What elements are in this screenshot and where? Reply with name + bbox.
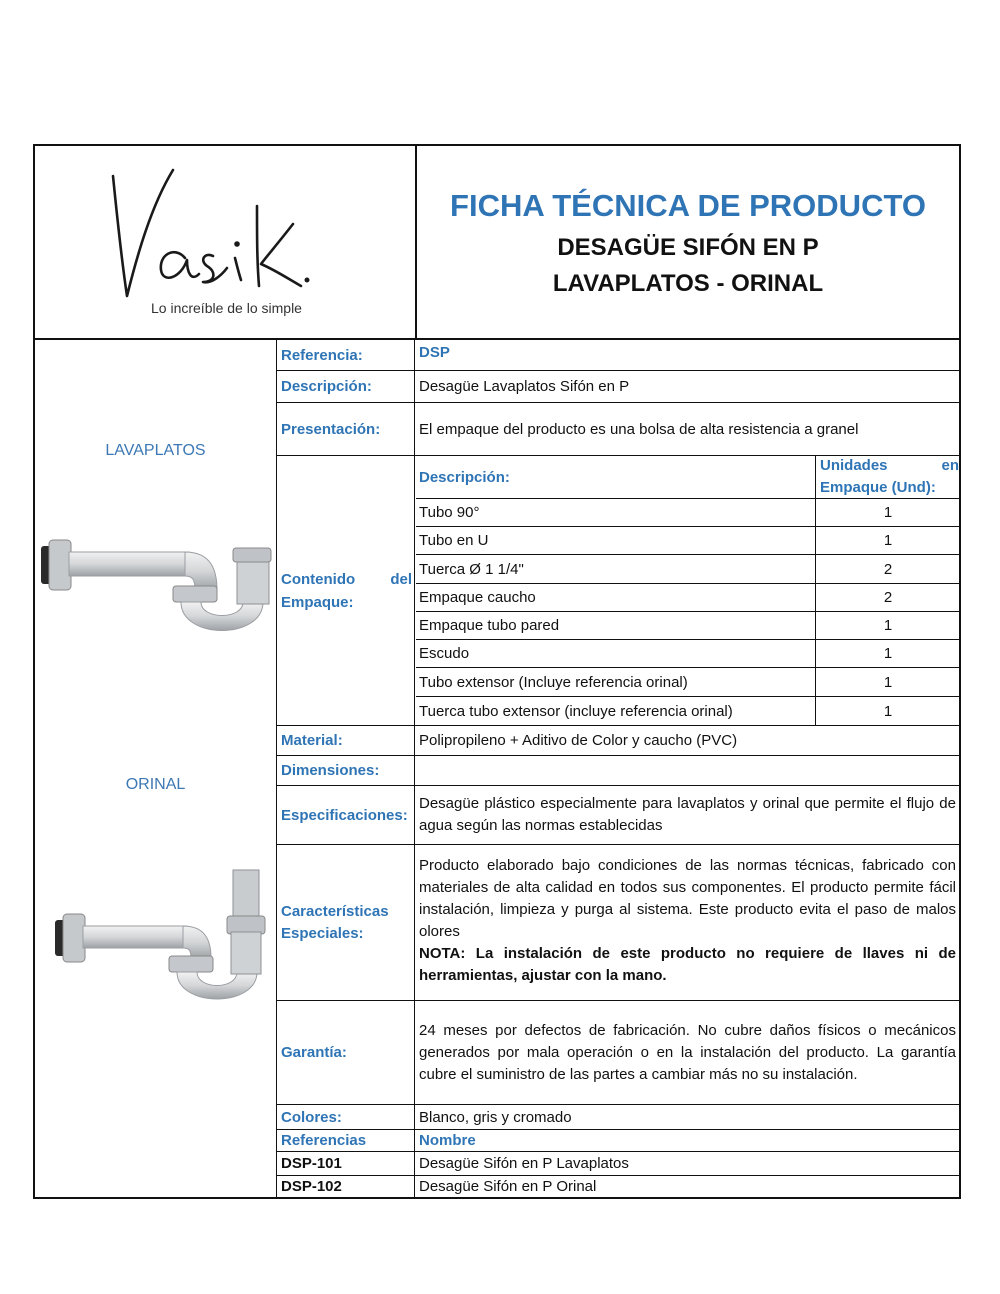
- dimensiones-label: Dimensiones:: [277, 756, 415, 785]
- contenido-table: [416, 456, 959, 725]
- row-caracteristicas: [277, 845, 959, 1001]
- contenido-item-qty: 1: [883, 702, 893, 720]
- contenido-label-word1: Contenido: [281, 571, 356, 588]
- contenido-header-qty: Unidades en Empaque (Und):: [820, 457, 959, 496]
- row-material: [277, 726, 959, 756]
- row-garantia: [277, 1001, 959, 1105]
- caracteristicas-label: Características Especiales:: [277, 845, 415, 1000]
- row-contenido: [277, 456, 959, 726]
- row-presentacion: [277, 403, 959, 456]
- contenido-item-qty: 1: [883, 617, 893, 634]
- especificaciones-label: Especificaciones:: [277, 786, 415, 844]
- reference-name: Desagüe Sifón en P Lavaplatos: [419, 1155, 629, 1172]
- image-label-orinal: ORINAL: [125, 776, 186, 793]
- contenido-item-qty: 1: [883, 673, 893, 691]
- especificaciones-value: Desagüe plástico especialmente para lavaplatos y orinal que permite el flujo de agua según las normas establecidas: [419, 795, 956, 834]
- contenido-item-qty: 1: [883, 532, 893, 549]
- contenido-label-word2: del: [390, 571, 412, 588]
- colores-label: Colores:: [277, 1105, 415, 1129]
- row-colores: [277, 1105, 959, 1130]
- image-label-lavaplatos: LAVAPLATOS: [105, 442, 206, 459]
- contenido-label: [277, 456, 415, 725]
- contenido-item-row: [416, 584, 959, 612]
- contenido-label-word3: Empaque:: [281, 594, 354, 611]
- garantia-label: Garantía:: [277, 1001, 415, 1104]
- logo-tagline: Lo increíble de lo simple: [151, 300, 302, 316]
- contenido-item-desc: Tuerca tubo extensor (incluye referencia orinal): [416, 697, 816, 725]
- dimensiones-value: [416, 756, 959, 785]
- contenido-item-qty: 2: [883, 560, 893, 578]
- sheet-header: [35, 146, 959, 340]
- presentacion-label: Presentación:: [277, 403, 415, 455]
- contenido-item-desc: Tubo extensor (Incluye referencia orinal): [416, 668, 816, 696]
- row-referencia: [277, 340, 959, 371]
- lavaplatos-siphon-image: [35, 530, 276, 650]
- contenido-item-desc: Tubo 90°: [416, 499, 816, 526]
- document-subtitle-1: DESAGÜE SIFÓN EN P: [557, 234, 819, 261]
- caracteristicas-value: Producto elaborado bajo condiciones de las normas técnicas, fabricado con materiales de alta calidad en todos sus componentes. El producto permite fácil instalación, limpieza y purga al sistema. Este producto evita el paso de malos olores: [419, 857, 956, 940]
- contenido-item-row: [416, 697, 959, 725]
- title-cell: [417, 146, 959, 338]
- orinal-siphon-image: [35, 866, 276, 1006]
- contenido-item-qty: 1: [883, 645, 893, 662]
- row-referencias-header: [277, 1130, 959, 1152]
- contenido-item-row: [416, 640, 959, 668]
- colores-value: Blanco, gris y cromado: [419, 1108, 572, 1126]
- especificaciones-value-cell: [416, 786, 959, 844]
- material-label: Material:: [277, 726, 415, 755]
- document-subtitle-2: LAVAPLATOS - ORINAL: [552, 270, 824, 297]
- contenido-item-row: [416, 668, 959, 697]
- contenido-item-row: [416, 499, 959, 527]
- contenido-item-row: [416, 612, 959, 640]
- descripcion-label: Descripción:: [277, 371, 415, 402]
- descripcion-value: Desagüe Lavaplatos Sifón en P: [419, 378, 630, 395]
- referencia-label: Referencia:: [277, 340, 415, 370]
- row-especificaciones: [277, 786, 959, 845]
- row-descripcion: [277, 371, 959, 403]
- contenido-table-header: [416, 456, 959, 499]
- product-images-column: [35, 340, 277, 1197]
- garantia-value-cell: [416, 1001, 959, 1104]
- referencia-value: DSP: [419, 344, 450, 361]
- contenido-item-desc: Empaque tubo pared: [416, 612, 816, 639]
- caracteristicas-value-cell: [416, 845, 959, 1000]
- presentacion-value: El empaque del producto es una bolsa de alta resistencia a granel: [419, 420, 859, 438]
- logo-cell: [35, 146, 417, 338]
- contenido-item-row: [416, 555, 959, 584]
- row-dimensiones: [277, 756, 959, 786]
- garantia-value: 24 meses por defectos de fabricación. No cubre daños físicos o mecánicos generados por mala operación o en la instalación del producto. La garantía cubre el suministro de las partes a cambiar más no su instalación.: [419, 1021, 956, 1083]
- contenido-item-desc: Empaque caucho: [416, 584, 816, 611]
- contenido-header-desc: Descripción:: [416, 456, 816, 498]
- contenido-item-desc: Escudo: [416, 640, 816, 667]
- reference-row: [277, 1152, 959, 1176]
- reference-row: [277, 1176, 959, 1197]
- reference-code: DSP-101: [277, 1152, 415, 1175]
- reference-code: DSP-102: [277, 1176, 415, 1197]
- contenido-item-row: [416, 527, 959, 555]
- material-value: Polipropileno + Aditivo de Color y caucho (PVC): [419, 732, 738, 749]
- product-sheet: [33, 144, 961, 1199]
- contenido-item-qty: 2: [883, 589, 893, 606]
- contenido-item-desc: Tuerca Ø 1 1/4": [416, 555, 816, 583]
- referencias-label: Referencias: [277, 1130, 415, 1151]
- reference-name: Desagüe Sifón en P Orinal: [419, 1178, 597, 1195]
- nombre-label: Nombre: [419, 1132, 476, 1149]
- contenido-item-qty: 1: [883, 504, 893, 521]
- caracteristicas-note: NOTA: La instalación de este producto no requiere de llaves ni de herramientas, ajustar con la mano.: [419, 945, 956, 984]
- document-title: FICHA TÉCNICA DE PRODUCTO: [450, 188, 926, 223]
- contenido-item-desc: Tubo en U: [416, 527, 816, 554]
